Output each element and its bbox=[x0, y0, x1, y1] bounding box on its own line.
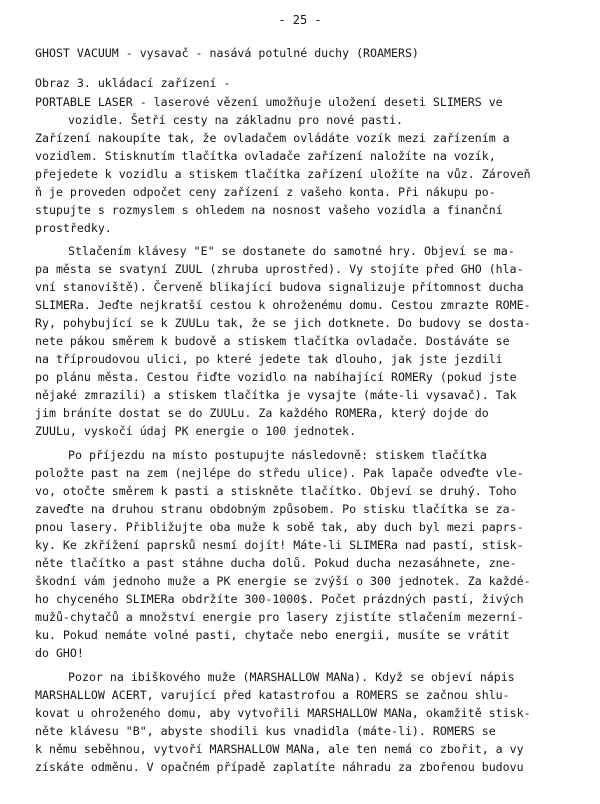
text-line: SLIMERa. Jeďte nejkratší cestou k ohroženému domu. Cestou zmrazte ROME- bbox=[35, 298, 531, 312]
text-line: vozidlem. Stisknutím tlačítka ovladače zařízení naložíte na vozík, bbox=[35, 149, 496, 163]
text-line: ho chyceného SLIMERa obdržíte 300-1000$. Počet prázdných pastí, živých bbox=[35, 592, 524, 606]
text-line: položte past na zem (nejlépe do středu ulice). Pak lapače odveďte vle- bbox=[35, 466, 524, 480]
text-line: pnou lasery. Přibližujte oba muže k sobě tak, aby duch byl mezi paprs- bbox=[35, 520, 524, 534]
page-number: - 25 - bbox=[278, 13, 322, 27]
text-line: přejedete k vozidlu a stiskem tlačítka zařízení uložíte na vůz. Zároveň bbox=[35, 167, 531, 181]
text-line: nete pákou směrem k budově a stiskem tlačítka ovladače. Dostáváte se bbox=[35, 334, 510, 348]
text-line: nějaké zmrazili) a stiskem tlačítka je vysajte (máte-li vysavač). Tak bbox=[35, 388, 517, 402]
text-line: zaveďte na druhou stranu obdobným způsobem. Po stisku tlačítka se za- bbox=[35, 502, 517, 516]
text-line: vozidle. Šetří cesty na základnu pro nové pasti. bbox=[68, 113, 404, 127]
text-line: škodní vám jednoho muže a PK energie se zvýší o 300 jednotek. Za každé- bbox=[35, 574, 531, 588]
text-line: Zařízení nakoupíte tak, že ovladačem ovládáte vozík mezi zařízením a bbox=[35, 131, 510, 145]
text-line: pa města se svatyní ZUUL (zhruba uprostřed). Vy stojíte před GHO (hla- bbox=[35, 262, 524, 276]
text-line: kovat u ohroženého domu, aby vytvořili MARSHALLOW MANa, okamžitě stisk- bbox=[35, 706, 531, 720]
text-line: Obraz 3. ukládací zařízení - bbox=[35, 76, 231, 90]
text-line: Ry, pohybující se k ZUULu tak, že se jich dotknete. Do budovy se dosta- bbox=[35, 316, 531, 330]
text-line: ň je proveden odpočet ceny zařízení z vašeho konta. Při nákupu po- bbox=[35, 185, 496, 199]
text-line: ky. Ke zkřížení paprsků nesmí dojít! Máte-li SLIMERa nad pastí, stisk- bbox=[35, 538, 524, 552]
text-line: Po příjezdu na místo postupujte následovně: stiskem tlačítka bbox=[68, 448, 487, 462]
text-line: vní stanoviště). Červeně blikající budova signalizuje přítomnost ducha bbox=[35, 280, 524, 294]
text-line: MARSHALLOW ACERT, varující před katastrofou a ROMERS se začnou shlu- bbox=[35, 688, 510, 702]
text-line: Stlačením klávesy "E" se dostanete do samotné hry. Objeví se ma- bbox=[68, 244, 515, 258]
text-line: po plánu města. Cestou řiďte vozidlo na nabíhající ROMERy (pokud jste bbox=[35, 370, 517, 384]
text-line: stupujte s rozmyslem s ohledem na nosnost vašeho vozidla a finanční bbox=[35, 203, 503, 217]
text-line: do GHO! bbox=[35, 646, 84, 660]
text-line: Pozor na ibiškového muže (MARSHALLOW MANa). Když se objeví nápis bbox=[68, 670, 515, 684]
text-line: něte klávesu "B", abyste shodili kus vnadidla (máte-li). ROMERS se bbox=[35, 724, 496, 738]
text-line: ku. Pokud nemáte volné pasti, chytače nebo energii, musíte se vrátit bbox=[35, 628, 510, 642]
text-line: na tříproudovou ulici, po které jedete tak dlouho, jak jste jezdili bbox=[35, 352, 503, 366]
text-line: PORTABLE LASER - laserové vězení umožňuje uložení deseti SLIMERS ve bbox=[35, 95, 503, 109]
text-line: k němu seběhnou, vytvoří MARSHALLOW MANa, ale ten nemá co zbořit, a vy bbox=[35, 742, 524, 756]
text-line: jim bráníte dostat se do ZUULu. Za každého ROMERa, který dojde do bbox=[35, 406, 489, 420]
text-line: GHOST VACUUM - vysavač - nasává potulné duchy (ROAMERS) bbox=[35, 46, 419, 60]
text-line: něte tlačítko a past stáhne ducha dolů. Pokud ducha nezasáhnete, zne- bbox=[35, 556, 517, 570]
text-line: vo, otočte směrem k pasti a stiskněte tlačítko. Objeví se druhý. Toho bbox=[35, 484, 517, 498]
text-line: prostředky. bbox=[35, 221, 112, 235]
text-line: ZUULu, vyskočí údaj PK energie o 100 jednotek. bbox=[35, 424, 357, 438]
text-line: získáte odměnu. V opačném případě zaplatíte náhradu za zbořenou budovu bbox=[35, 760, 524, 774]
text-line: mužů-chytačů a množství energie pro lasery zjistíte stlačením mezerní- bbox=[35, 610, 524, 624]
